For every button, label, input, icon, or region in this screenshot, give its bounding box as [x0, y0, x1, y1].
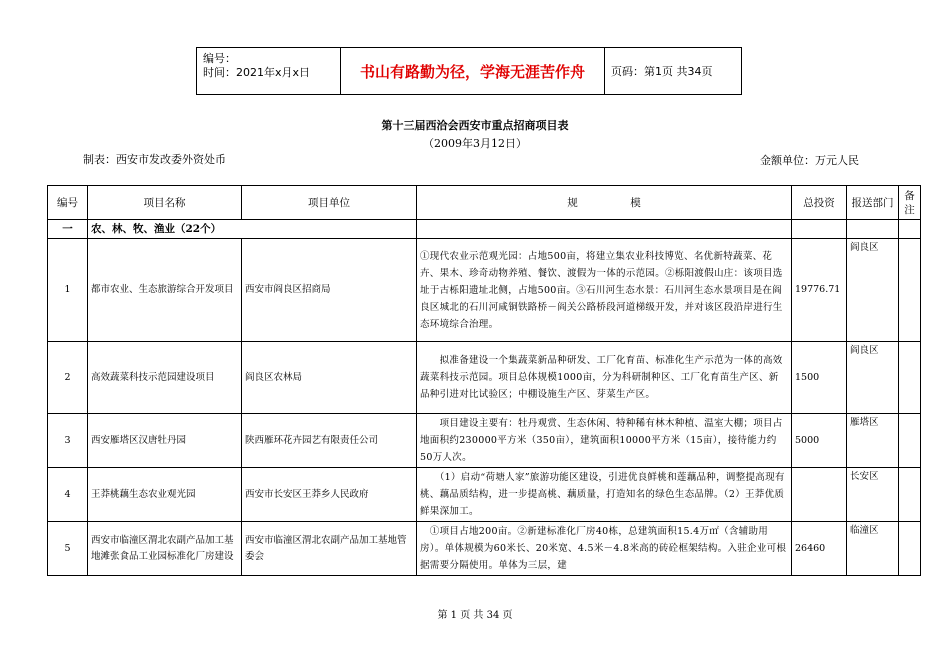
section-empty-cell — [417, 220, 792, 239]
section-empty-cell — [899, 220, 921, 239]
row-project-unit: 西安市阎良区招商局 — [242, 239, 417, 342]
row-no: 3 — [48, 414, 88, 468]
row-invest: 5000 — [792, 414, 847, 468]
col-header-unit: 项目单位 — [242, 186, 417, 220]
row-project-name: 王莽桃藕生态农业观光园 — [88, 468, 242, 522]
row-note — [899, 239, 921, 342]
table-row — [48, 342, 921, 414]
col-header-scale: 规 模 — [417, 186, 792, 220]
row-dept: 雁塔区 — [847, 414, 899, 468]
document-date: （2009年3月12日） — [423, 137, 527, 150]
row-project-name: 西安雁塔区汉唐牡丹园 — [88, 414, 242, 468]
row-invest: 19776.71 — [792, 239, 847, 342]
table-row — [48, 522, 921, 576]
row-project-unit: 阎良区农林局 — [242, 342, 417, 414]
row-dept: 临潼区 — [847, 522, 899, 576]
page-footer: 第 1 页 共 34 页 — [437, 610, 513, 621]
row-note — [899, 468, 921, 522]
row-dept: 阎良区 — [847, 239, 899, 342]
header-meta — [197, 48, 341, 94]
section-row — [48, 220, 921, 239]
header-motto: 书山有路勤为径，学海无涯苦作舟 — [341, 48, 605, 94]
section-name: 农、林、牧、渔业（22个） — [88, 220, 417, 239]
section-no: 一 — [48, 220, 88, 239]
row-dept: 阎良区 — [847, 342, 899, 414]
row-no: 4 — [48, 468, 88, 522]
row-no: 5 — [48, 522, 88, 576]
row-project-unit: 西安市长安区王莽乡人民政府 — [242, 468, 417, 522]
section-empty-cell — [847, 220, 899, 239]
header-code: 编号： — [203, 52, 236, 65]
document-title: 第十三届西洽会西安市重点招商项目表 — [381, 119, 569, 132]
table-maker: 制表：西安市发改委外资处币 — [83, 153, 226, 166]
row-scale: （1）启动“荷塘人家”旅游功能区建设，引进优良鲜桃和莲藕品种，调整提高现有桃、藕品质结构，进一步提高桃、藕质量，打造知名的绿色生态品牌。（2）王莽优质鲜果深加工。 — [417, 468, 792, 522]
row-note — [899, 342, 921, 414]
row-dept: 长安区 — [847, 468, 899, 522]
col-header-invest: 总投资 — [792, 186, 847, 220]
page-header-box — [196, 47, 742, 95]
row-scale: ①项目占地200亩。②新建标准化厂房40栋，总建筑面积15.4万㎡（含辅助用房）。单体规模为60米长、20米宽、4.5米－4.8米高的砖砼框架结构。入驻企业可根据需要分隔使用。单体为三层，建 — [417, 522, 792, 576]
row-project-unit: 陕西雁环花卉园艺有限责任公司 — [242, 414, 417, 468]
col-header-no: 编号 — [48, 186, 88, 220]
row-no: 2 — [48, 342, 88, 414]
table-row — [48, 414, 921, 468]
row-invest: 1500 — [792, 342, 847, 414]
row-project-name: 高效蔬菜科技示范园建设项目 — [88, 342, 242, 414]
row-scale: 拟准备建设一个集蔬菜新品种研发、工厂化育苗、标准化生产示范为一体的高效蔬菜科技示范园。项目总体规模1000亩，分为科研制种区、工厂化育苗生产区、新品种引进对比试验区；中棚设施生产区、芽菜生产区。 — [417, 342, 792, 414]
section-empty-cell — [792, 220, 847, 239]
row-invest: 26460 — [792, 522, 847, 576]
row-note — [899, 522, 921, 576]
col-header-name: 项目名称 — [88, 186, 242, 220]
project-table — [47, 185, 921, 576]
row-project-unit: 西安市临潼区渭北农副产品加工基地管委会 — [242, 522, 417, 576]
row-scale: ①现代农业示范观光园：占地500亩，将建立集农业科技博览、名优新特蔬菜、花卉、果木、珍奇动物养殖、餐饮、渡假为一体的示范园。②栎阳渡假山庄：该项目选址于古栎阳遗址北侧，占地500亩。③石川河生态水景：石川河生态水景项目是在阎良区城北的石川河咸铜铁路桥－阎关公路桥段河道梯级开发，并对该区段沿岸进行生态环境综合治理。 — [417, 239, 792, 342]
row-invest — [792, 468, 847, 522]
header-date: 时间：2021年x月x日 — [203, 66, 311, 79]
header-page: 页码：第1页 共34页 — [611, 65, 713, 78]
col-header-note: 备注 — [899, 186, 921, 220]
table-row — [48, 239, 921, 342]
row-note — [899, 414, 921, 468]
row-project-name: 都市农业、生态旅游综合开发项目 — [88, 239, 242, 342]
row-project-name: 西安市临潼区渭北农副产品加工基地滩张食品工业园标准化厂房建设 — [88, 522, 242, 576]
row-scale: 项目建设主要有：牡丹观赏、生态休闲、特种稀有林木种植、温室大棚；项目占地面积约230000平方米（350亩），建筑面积10000平方米（15亩），接待能力约50万人次。 — [417, 414, 792, 468]
amount-unit: 金额单位：万元人民 — [760, 154, 859, 167]
table-header-row — [48, 186, 921, 220]
table-row — [48, 468, 921, 522]
row-no: 1 — [48, 239, 88, 342]
col-header-dept: 报送部门 — [847, 186, 899, 220]
